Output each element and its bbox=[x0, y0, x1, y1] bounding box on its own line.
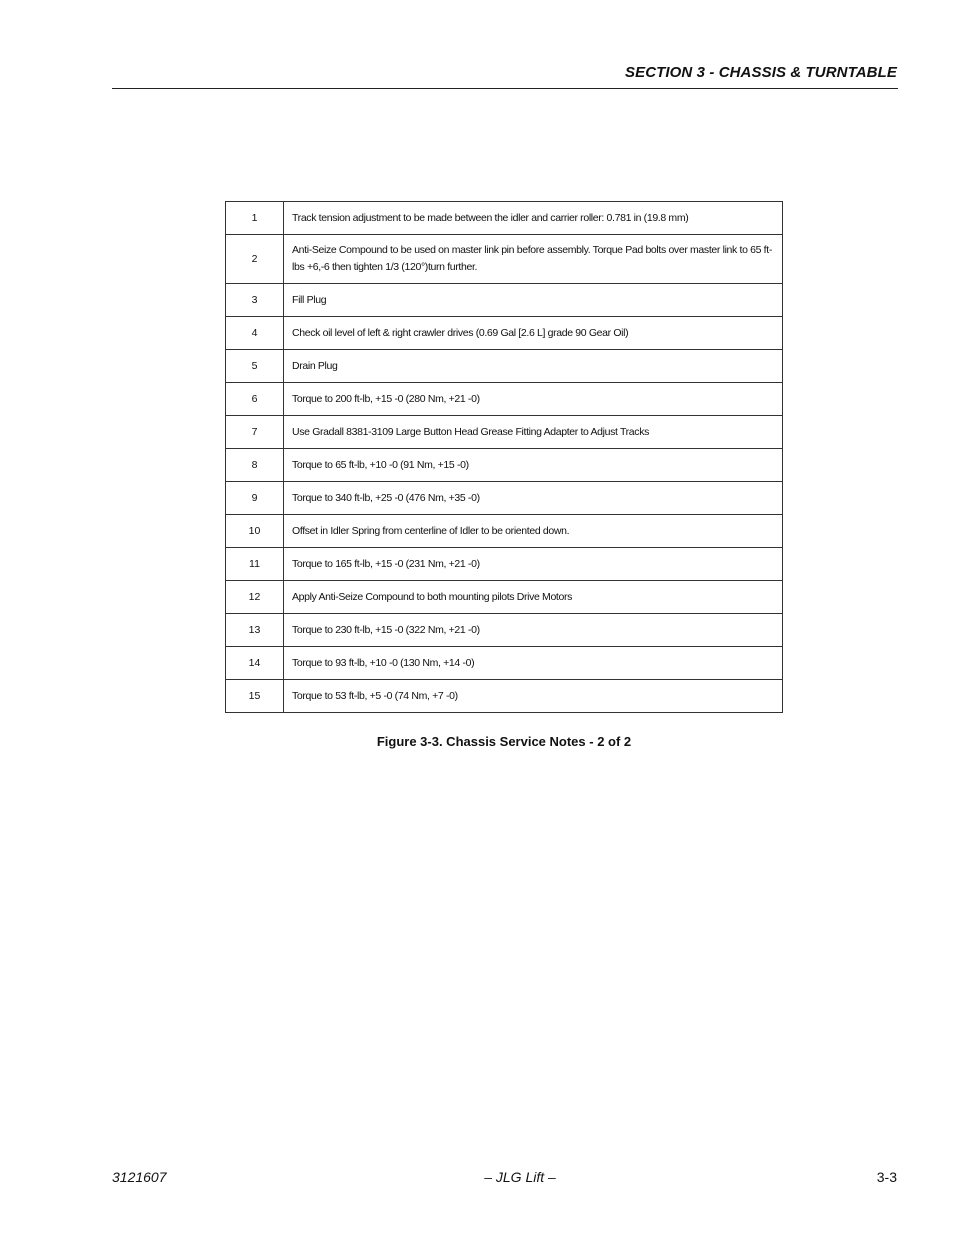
service-notes-table bbox=[225, 201, 783, 713]
section-title: SECTION 3 - CHASSIS & TURNTABLE bbox=[624, 64, 897, 81]
note-text: Fill Plug bbox=[284, 284, 783, 317]
table-row bbox=[226, 235, 783, 284]
note-text: Check oil level of left & right crawler drives (0.69 Gal [2.6 L] grade 90 Gear Oil) bbox=[284, 317, 783, 350]
note-text: Use Gradall 8381-3109 Large Button Head Grease Fitting Adapter to Adjust Tracks bbox=[284, 416, 783, 449]
table-row bbox=[226, 202, 783, 235]
note-number: 13 bbox=[226, 614, 284, 647]
note-text: Offset in Idler Spring from centerline of Idler to be oriented down. bbox=[284, 515, 783, 548]
note-number: 14 bbox=[226, 647, 284, 680]
note-number: 6 bbox=[226, 383, 284, 416]
table-row bbox=[226, 548, 783, 581]
table-row bbox=[226, 350, 783, 383]
note-text: Torque to 93 ft-lb, +10 -0 (130 Nm, +14 -0) bbox=[284, 647, 783, 680]
figure-caption: Figure 3-3. Chassis Service Notes - 2 of 2 bbox=[376, 734, 632, 749]
table-row bbox=[226, 614, 783, 647]
publisher-footer: – JLG Lift – bbox=[484, 1169, 556, 1185]
note-text: Anti-Seize Compound to be used on master link pin before assembly. Torque Pad bolts over master link to 65 ft-lbs +6,-6 then tighten 1/3 (120°)turn further. bbox=[284, 235, 783, 284]
note-number: 2 bbox=[226, 235, 284, 284]
page-number: 3-3 bbox=[876, 1169, 897, 1185]
table-row bbox=[226, 515, 783, 548]
table-row bbox=[226, 416, 783, 449]
note-text: Torque to 230 ft-lb, +15 -0 (322 Nm, +21 -0) bbox=[284, 614, 783, 647]
note-number: 3 bbox=[226, 284, 284, 317]
note-text: Torque to 340 ft-lb, +25 -0 (476 Nm, +35 -0) bbox=[284, 482, 783, 515]
table-row bbox=[226, 680, 783, 713]
note-number: 15 bbox=[226, 680, 284, 713]
note-number: 12 bbox=[226, 581, 284, 614]
note-number: 5 bbox=[226, 350, 284, 383]
note-number: 7 bbox=[226, 416, 284, 449]
note-text: Drain Plug bbox=[284, 350, 783, 383]
header-divider bbox=[112, 88, 898, 89]
note-text: Torque to 65 ft-lb, +10 -0 (91 Nm, +15 -0) bbox=[284, 449, 783, 482]
table-row bbox=[226, 383, 783, 416]
note-text: Apply Anti-Seize Compound to both mounting pilots Drive Motors bbox=[284, 581, 783, 614]
note-text: Torque to 165 ft-lb, +15 -0 (231 Nm, +21 -0) bbox=[284, 548, 783, 581]
note-number: 11 bbox=[226, 548, 284, 581]
note-text: Track tension adjustment to be made between the idler and carrier roller: 0.781 in (19.8 mm) bbox=[284, 202, 783, 235]
table-row bbox=[226, 482, 783, 515]
note-text: Torque to 53 ft-lb, +5 -0 (74 Nm, +7 -0) bbox=[284, 680, 783, 713]
note-number: 9 bbox=[226, 482, 284, 515]
note-number: 10 bbox=[226, 515, 284, 548]
note-number: 1 bbox=[226, 202, 284, 235]
table-row bbox=[226, 581, 783, 614]
table-row bbox=[226, 449, 783, 482]
note-text: Torque to 200 ft-lb, +15 -0 (280 Nm, +21 -0) bbox=[284, 383, 783, 416]
table-row bbox=[226, 284, 783, 317]
note-number: 8 bbox=[226, 449, 284, 482]
table-row bbox=[226, 317, 783, 350]
document-number: 3121607 bbox=[112, 1169, 167, 1185]
table-row bbox=[226, 647, 783, 680]
note-number: 4 bbox=[226, 317, 284, 350]
